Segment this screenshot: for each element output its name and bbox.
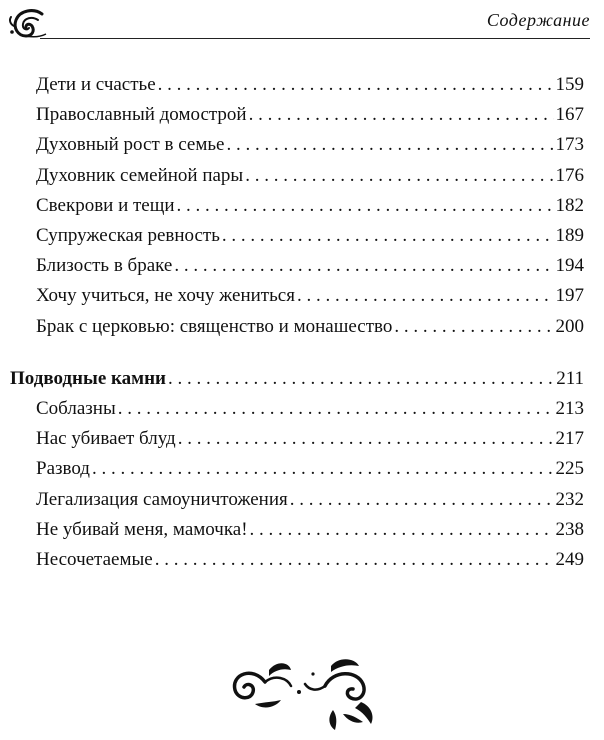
dot-leader [250, 515, 554, 545]
toc-entry-title: Духовник семейной пары [36, 164, 244, 186]
toc-entry-page-number: 238 [555, 518, 584, 540]
toc-entry-title: Близость в браке [36, 255, 173, 277]
toc-entry-page-number: 200 [555, 315, 584, 337]
toc-entry-title: Нас убивает блуд [36, 428, 176, 450]
toc-entry-page-number: 173 [555, 134, 584, 156]
toc-entry-title: Соблазны [36, 398, 116, 419]
toc-entry-page-number: 249 [555, 549, 584, 570]
dot-leader [290, 485, 554, 515]
toc-entry-title: Брак с церковью: священство и монашество [36, 315, 393, 337]
toc-entry-title: Свекрови и тещи [36, 194, 175, 216]
dot-leader [168, 364, 554, 394]
dot-leader [174, 251, 553, 281]
dot-leader [245, 161, 553, 191]
toc-entry-title: Несочетаемые [36, 549, 153, 570]
dot-leader [178, 424, 554, 454]
dot-leader [394, 312, 553, 342]
dot-leader [158, 70, 554, 100]
toc-entry[interactable] [0, 100, 604, 130]
dot-leader [118, 394, 554, 424]
toc-entry[interactable] [0, 191, 604, 221]
toc-entry-page-number: 217 [555, 428, 584, 450]
toc-entry-title: Православный домострой [36, 104, 247, 126]
toc-entry-page-number: 211 [556, 367, 584, 389]
toc-entry-title: Супружеская ревность [36, 225, 220, 246]
toc-entry-title: Не убивай меня, мамочка! [36, 518, 248, 540]
toc-entry[interactable] [0, 130, 604, 160]
toc-entry-page-number: 176 [555, 164, 584, 186]
toc-entry-title: Дети и счастье [36, 74, 156, 95]
flourish-icon [8, 6, 48, 42]
toc-entry-title: Легализация самоуничтожения [36, 488, 288, 510]
toc-entry-page-number: 225 [555, 458, 584, 480]
header-divider [40, 38, 590, 39]
toc-entry[interactable] [0, 281, 604, 311]
toc-entry-page-number: 194 [555, 255, 584, 277]
dot-leader [249, 100, 554, 130]
toc-entry-title: Подводные камни [10, 367, 166, 389]
toc-entry[interactable] [0, 394, 604, 424]
dot-leader [92, 454, 554, 484]
toc-entry[interactable] [0, 424, 604, 454]
toc-entry[interactable] [0, 251, 604, 281]
toc-entry[interactable] [0, 545, 604, 575]
toc-entry-page-number: 232 [555, 488, 584, 510]
toc-entry-page-number: 167 [555, 104, 584, 126]
toc-entry-page-number: 159 [555, 74, 584, 95]
toc-entry-title: Развод [36, 458, 90, 480]
toc-entry-page-number: 189 [555, 225, 584, 246]
dot-leader [297, 281, 554, 311]
toc-entry-page-number: 213 [555, 398, 584, 419]
dot-leader [226, 130, 553, 160]
page-header-title: Содержание [486, 10, 590, 30]
toc-entry[interactable] [0, 485, 604, 515]
dot-leader [177, 191, 554, 221]
toc-entry-title: Хочу учиться, не хочу жениться [36, 285, 295, 307]
toc-entry[interactable] [0, 221, 604, 251]
toc-entry[interactable] [0, 454, 604, 484]
floral-vignette-icon [225, 652, 385, 732]
toc-section-entry[interactable] [0, 364, 604, 394]
toc-entry[interactable] [0, 161, 604, 191]
toc-entry-page-number: 182 [555, 194, 584, 216]
dot-leader [222, 221, 554, 251]
dot-leader [155, 545, 554, 575]
toc-entry[interactable] [0, 70, 604, 100]
toc-entry[interactable] [0, 515, 604, 545]
toc-entry[interactable] [0, 312, 604, 342]
page-header [0, 0, 604, 46]
toc-entry-title: Духовный рост в семье [36, 134, 225, 156]
toc-entry-page-number: 197 [555, 285, 584, 307]
